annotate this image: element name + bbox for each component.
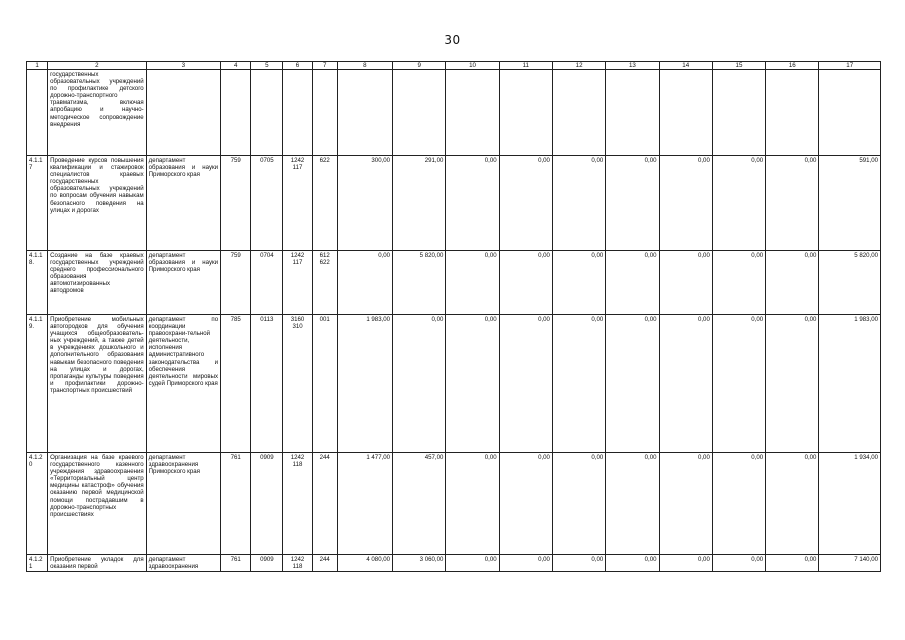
section-code: 0705	[251, 156, 283, 251]
column-header: 6	[283, 62, 312, 70]
section-code: 0909	[251, 453, 283, 555]
executor: департамент здравоохранения Приморского края	[146, 453, 220, 555]
table-row	[27, 453, 881, 555]
section-code: 0704	[251, 251, 283, 315]
expense-type-code: 612 622	[312, 251, 337, 315]
expense-type-code: 622	[312, 156, 337, 251]
total-cell: 5 820,00	[819, 251, 881, 315]
page-number: 30	[444, 33, 461, 47]
executor: департамент образования и науки Приморского края	[146, 156, 220, 251]
amount-cell: 0,00	[606, 251, 659, 315]
column-header: 12	[552, 62, 605, 70]
amount-cell: 0,00	[393, 315, 446, 453]
amount-cell	[552, 70, 605, 156]
budget-table	[26, 61, 881, 572]
grbs-code: 759	[221, 251, 251, 315]
column-header: 7	[312, 62, 337, 70]
activity-name: Приобретение укладок для оказания первой	[48, 555, 147, 572]
table-row	[27, 315, 881, 453]
expense-type-code: 244	[312, 555, 337, 572]
executor: департамент образования и науки Приморского края	[146, 251, 220, 315]
amount-cell: 0,00	[712, 251, 765, 315]
executor	[146, 70, 220, 156]
column-header: 10	[446, 62, 499, 70]
section-code: 0909	[251, 555, 283, 572]
amount-cell: 0,00	[499, 453, 552, 555]
column-header: 15	[712, 62, 765, 70]
total-cell: 7 140,00	[819, 555, 881, 572]
amount-cell: 0,00	[712, 315, 765, 453]
amount-cell: 0,00	[606, 156, 659, 251]
expense-type-code: 244	[312, 453, 337, 555]
amount-cell: 0,00	[606, 315, 659, 453]
amount-cell: 0,00	[659, 555, 712, 572]
table-row	[27, 555, 881, 572]
amount-cell: 0,00	[766, 251, 819, 315]
amount-cell: 0,00	[659, 251, 712, 315]
target-code: 1242 118	[283, 453, 312, 555]
amount-cell: 0,00	[499, 315, 552, 453]
total-cell: 1 934,00	[819, 453, 881, 555]
row-number	[27, 70, 48, 156]
amount-cell: 0,00	[659, 453, 712, 555]
amount-cell	[712, 70, 765, 156]
amount-cell: 0,00	[337, 251, 392, 315]
amount-cell: 0,00	[446, 251, 499, 315]
amount-cell: 0,00	[446, 453, 499, 555]
amount-cell: 0,00	[446, 156, 499, 251]
expense-type-code: 001	[312, 315, 337, 453]
amount-cell: 3 060,00	[393, 555, 446, 572]
activity-name: государственных образовательных учреждений по профилактике детского дорожно-транспортного травматизма, включая апробацию и научно-методическое сопровождение внедрения	[48, 70, 147, 156]
row-number: 4.1.2 0	[27, 453, 48, 555]
amount-cell: 0,00	[659, 156, 712, 251]
amount-cell: 5 820,00	[393, 251, 446, 315]
activity-name: Приобретение мобильных автогородков для обучения учащихся общеобразователь-ных учреждений, а также детей в учреждениях дошкольного и дополнительного образования навыкам безопасного поведения на улицах и дорогах, пропаганды культуры поведения и профилактики дорожно-транспортных происшествий	[48, 315, 147, 453]
amount-cell	[659, 70, 712, 156]
amount-cell: 300,00	[337, 156, 392, 251]
expense-type-code	[312, 70, 337, 156]
amount-cell: 0,00	[766, 555, 819, 572]
column-header: 4	[221, 62, 251, 70]
amount-cell: 0,00	[446, 555, 499, 572]
amount-cell: 0,00	[766, 156, 819, 251]
column-header: 2	[48, 62, 147, 70]
amount-cell: 1 477,00	[337, 453, 392, 555]
activity-name: Организация на базе краевого государственного казенного учреждения здравоохранения «Территориальный центр медицины катастроф» обучения оказанию первой медицинской помощи пострадавшим в дорожно-транспортных происшествиях	[48, 453, 147, 555]
column-header: 13	[606, 62, 659, 70]
section-code: 0113	[251, 315, 283, 453]
grbs-code: 761	[221, 555, 251, 572]
section-code	[251, 70, 283, 156]
executor: департамент здравоохранения	[146, 555, 220, 572]
column-header: 9	[393, 62, 446, 70]
target-code	[283, 70, 312, 156]
column-header: 1	[27, 62, 48, 70]
amount-cell: 0,00	[712, 156, 765, 251]
column-header: 5	[251, 62, 283, 70]
grbs-code	[221, 70, 251, 156]
amount-cell: 0,00	[499, 156, 552, 251]
amount-cell	[446, 70, 499, 156]
table-row	[27, 70, 881, 156]
amount-cell: 0,00	[712, 453, 765, 555]
amount-cell	[766, 70, 819, 156]
amount-cell: 0,00	[659, 315, 712, 453]
amount-cell: 0,00	[552, 156, 605, 251]
grbs-code: 761	[221, 453, 251, 555]
amount-cell	[393, 70, 446, 156]
row-number: 4.1.1 9.	[27, 315, 48, 453]
amount-cell: 457,00	[393, 453, 446, 555]
grbs-code: 759	[221, 156, 251, 251]
column-header: 17	[819, 62, 881, 70]
amount-cell: 0,00	[552, 555, 605, 572]
amount-cell: 1 983,00	[337, 315, 392, 453]
column-header: 11	[499, 62, 552, 70]
executor: департамент по координации правоохрани-тельной деятельности, исполнения административного законодательства и обеспечения деятельности мировых судей Приморского края	[146, 315, 220, 453]
column-header: 3	[146, 62, 220, 70]
row-number: 4.1.2 1	[27, 555, 48, 572]
amount-cell: 0,00	[552, 251, 605, 315]
table-row	[27, 251, 881, 315]
amount-cell	[337, 70, 392, 156]
header-row	[27, 62, 881, 70]
target-code: 1242 117	[283, 156, 312, 251]
amount-cell: 0,00	[499, 251, 552, 315]
amount-cell: 291,00	[393, 156, 446, 251]
activity-name: Создание на базе краевых государственных учреждений среднего профессионального образования автомотизированных автодромов	[48, 251, 147, 315]
total-cell: 591,00	[819, 156, 881, 251]
amount-cell: 4 080,00	[337, 555, 392, 572]
activity-name: Проведение курсов повышения квалификации и стажировок специалистов краевых государственных образовательных учреждений по вопросам обучения навыкам безопасного поведения на улицах и дорогах	[48, 156, 147, 251]
amount-cell	[499, 70, 552, 156]
column-header: 14	[659, 62, 712, 70]
row-number: 4.1.1 8.	[27, 251, 48, 315]
amount-cell: 0,00	[606, 453, 659, 555]
amount-cell	[606, 70, 659, 156]
column-header: 16	[766, 62, 819, 70]
column-header: 8	[337, 62, 392, 70]
amount-cell: 0,00	[552, 453, 605, 555]
target-code: 3160 310	[283, 315, 312, 453]
amount-cell: 0,00	[766, 453, 819, 555]
amount-cell: 0,00	[766, 315, 819, 453]
table-row	[27, 156, 881, 251]
amount-cell: 0,00	[499, 555, 552, 572]
target-code: 1242 118	[283, 555, 312, 572]
amount-cell: 0,00	[446, 315, 499, 453]
amount-cell: 0,00	[606, 555, 659, 572]
amount-cell: 0,00	[712, 555, 765, 572]
grbs-code: 785	[221, 315, 251, 453]
amount-cell: 0,00	[552, 315, 605, 453]
total-cell	[819, 70, 881, 156]
row-number: 4.1.1 7	[27, 156, 48, 251]
target-code: 1242 117	[283, 251, 312, 315]
total-cell: 1 983,00	[819, 315, 881, 453]
